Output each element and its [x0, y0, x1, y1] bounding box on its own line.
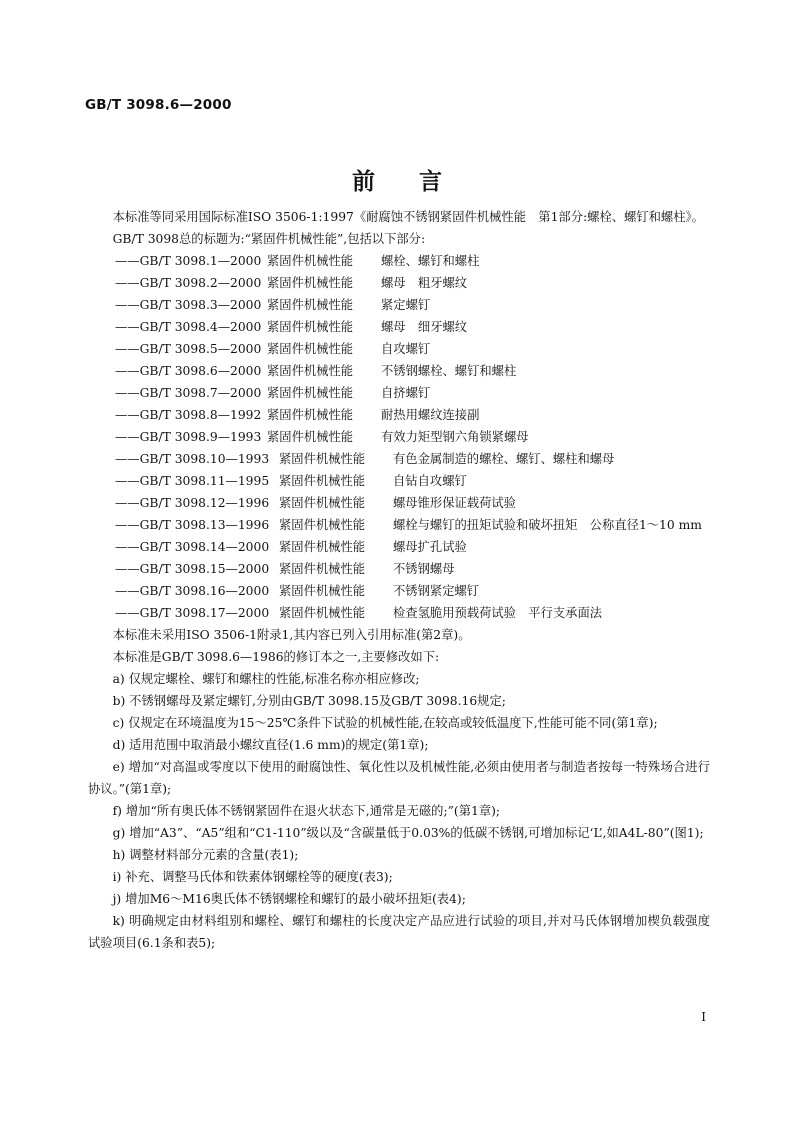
standard-code: GB/T 3098.6—2000	[85, 97, 232, 113]
standard-main-title: 紧固件机械性能	[267, 276, 354, 290]
body-paragraph: 本标准是GB/T 3098.6—1986的修订本之一,主要修改如下:	[112, 650, 440, 664]
intro-paragraph: 本标准等同采用国际标准ISO 3506-1:1997《耐腐蚀不锈钢紧固件机械性能 第1部分:螺栓、螺钉和螺柱》。	[112, 210, 704, 224]
standard-sub-title: 螺母扩孔试验	[393, 540, 467, 554]
standard-sub-title: 不锈钢螺栓、螺钉和螺柱	[381, 364, 517, 378]
list-item	[88, 492, 710, 514]
standard-main-title: 紧固件机械性能	[267, 342, 354, 356]
standard-main-title: 紧固件机械性能	[267, 430, 354, 444]
standard-main-title: 紧固件机械性能	[267, 298, 354, 312]
standard-number: ——GB/T 3098.9—1993	[115, 430, 262, 444]
page-number: I	[701, 1010, 706, 1024]
intro-paragraph: GB/T 3098总的标题为:“紧固件机械性能”,包括以下部分:	[112, 232, 426, 246]
standard-number: ——GB/T 3098.8—1992	[115, 408, 262, 422]
standard-number: ——GB/T 3098.4—2000	[115, 320, 262, 334]
standard-sub-title: 螺母锥形保证载荷试验	[393, 496, 516, 510]
standard-main-title: 紧固件机械性能	[279, 540, 366, 554]
standard-number: ——GB/T 3098.13—1996	[115, 518, 270, 532]
standard-sub-title: 不锈钢紧定螺钉	[393, 584, 480, 598]
change-item: d) 适用范围中取消最小螺纹直径(1.6 mm)的规定(第1章);	[112, 738, 429, 752]
standard-number: ——GB/T 3098.16—2000	[115, 584, 270, 598]
standard-sub-title: 自挤螺钉	[381, 386, 431, 400]
list-item	[88, 294, 710, 316]
standard-sub-title: 螺栓与螺钉的扭矩试验和破坏扭矩 公称直径1～10 mm	[393, 518, 702, 532]
list-item	[88, 404, 710, 426]
standard-main-title: 紧固件机械性能	[279, 584, 366, 598]
changes-list	[88, 668, 710, 954]
standard-sub-title: 螺母 细牙螺纹	[381, 320, 468, 334]
list-item	[88, 448, 710, 470]
list-item	[88, 580, 710, 602]
change-item: e) 增加“对高温或零度以下使用的耐腐蚀性、氧化性以及机械性能,必须由使用者与制造者按每一特殊场合进行协议。”(第1章);	[88, 760, 710, 796]
standard-number: ——GB/T 3098.11—1995	[115, 474, 270, 488]
standard-number: ——GB/T 3098.2—2000	[115, 276, 262, 290]
list-item	[88, 536, 710, 558]
standard-sub-title: 螺栓、螺钉和螺柱	[381, 254, 480, 268]
change-item: h) 调整材料部分元素的含量(表1);	[112, 848, 299, 862]
list-item	[88, 316, 710, 338]
standard-number: ——GB/T 3098.7—2000	[115, 386, 262, 400]
standard-sub-title: 螺母 粗牙螺纹	[381, 276, 468, 290]
standard-main-title: 紧固件机械性能	[267, 408, 354, 422]
standard-number: ——GB/T 3098.14—2000	[115, 540, 270, 554]
list-item	[88, 360, 710, 382]
standard-number: ——GB/T 3098.15—2000	[115, 562, 270, 576]
standard-main-title: 紧固件机械性能	[267, 254, 354, 268]
standards-list	[88, 250, 710, 624]
standard-sub-title: 自钻自攻螺钉	[393, 474, 467, 488]
standard-number: ——GB/T 3098.17—2000	[115, 606, 270, 620]
standard-sub-title: 自攻螺钉	[381, 342, 431, 356]
page-title: 前言	[352, 168, 486, 195]
standard-number: ——GB/T 3098.3—2000	[115, 298, 262, 312]
change-item: f) 增加“所有奥氏体不锈钢紧固件在退火状态下,通常是无磁的;”(第1章);	[112, 804, 501, 818]
standard-main-title: 紧固件机械性能	[267, 364, 354, 378]
standard-sub-title: 有效力矩型钢六角锁紧螺母	[381, 430, 529, 444]
change-item: k) 明确规定由材料组别和螺栓、螺钉和螺柱的长度决定产品应进行试验的项目,并对马氏体钢增加楔负载强度试验项目(6.1条和表5);	[88, 914, 710, 950]
standard-main-title: 紧固件机械性能	[279, 496, 366, 510]
list-item	[88, 250, 710, 272]
standard-main-title: 紧固件机械性能	[279, 518, 366, 532]
list-item	[88, 514, 710, 536]
list-item	[88, 382, 710, 404]
list-item	[88, 338, 710, 360]
standard-number: ——GB/T 3098.5—2000	[115, 342, 262, 356]
standard-main-title: 紧固件机械性能	[279, 474, 366, 488]
change-item: i) 补充、调整马氏体和铁素体钢螺栓等的硬度(表3);	[112, 870, 393, 884]
standard-sub-title: 耐热用螺纹连接副	[381, 408, 480, 422]
list-item	[88, 272, 710, 294]
change-item: j) 增加M6～M16奥氏体不锈钢螺栓和螺钉的最小破坏扭矩(表4);	[112, 892, 466, 906]
standard-number: ——GB/T 3098.10—1993	[115, 452, 270, 466]
standard-number: ——GB/T 3098.6—2000	[115, 364, 262, 378]
document-body	[88, 206, 710, 954]
list-item	[88, 558, 710, 580]
standard-sub-title: 有色金属制造的螺栓、螺钉、螺柱和螺母	[393, 452, 615, 466]
change-item: b) 不锈钢螺母及紧定螺钉,分别由GB/T 3098.15及GB/T 3098.16规定;	[112, 694, 506, 708]
standard-main-title: 紧固件机械性能	[267, 320, 354, 334]
list-item	[88, 602, 710, 624]
change-item: a) 仅规定螺栓、螺钉和螺柱的性能,标准名称亦相应修改;	[112, 672, 420, 686]
standard-main-title: 紧固件机械性能	[279, 452, 366, 466]
standard-main-title: 紧固件机械性能	[267, 386, 354, 400]
standard-sub-title: 紧定螺钉	[381, 298, 431, 312]
standard-number: ——GB/T 3098.12—1996	[115, 496, 270, 510]
standard-sub-title: 检查氢脆用预载荷试验 平行支承面法	[393, 606, 603, 620]
list-item	[88, 470, 710, 492]
standard-main-title: 紧固件机械性能	[279, 562, 366, 576]
change-item: c) 仅规定在环境温度为15～25℃条件下试验的机械性能,在较高或较低温度下,性能可能不同(第1章);	[112, 716, 658, 730]
change-item: g) 增加“A3”、“A5”组和“C1-110”级以及“含碳量低于0.03%的低碳不锈钢,可增加标记‘L’,如A4L-80”(图1);	[112, 826, 704, 840]
standard-main-title: 紧固件机械性能	[279, 606, 366, 620]
body-paragraph: 本标准未采用ISO 3506-1附录1,其内容已列入引用标准(第2章)。	[112, 628, 471, 642]
standard-number: ——GB/T 3098.1—2000	[115, 254, 262, 268]
list-item	[88, 426, 710, 448]
standard-sub-title: 不锈钢螺母	[393, 562, 455, 576]
